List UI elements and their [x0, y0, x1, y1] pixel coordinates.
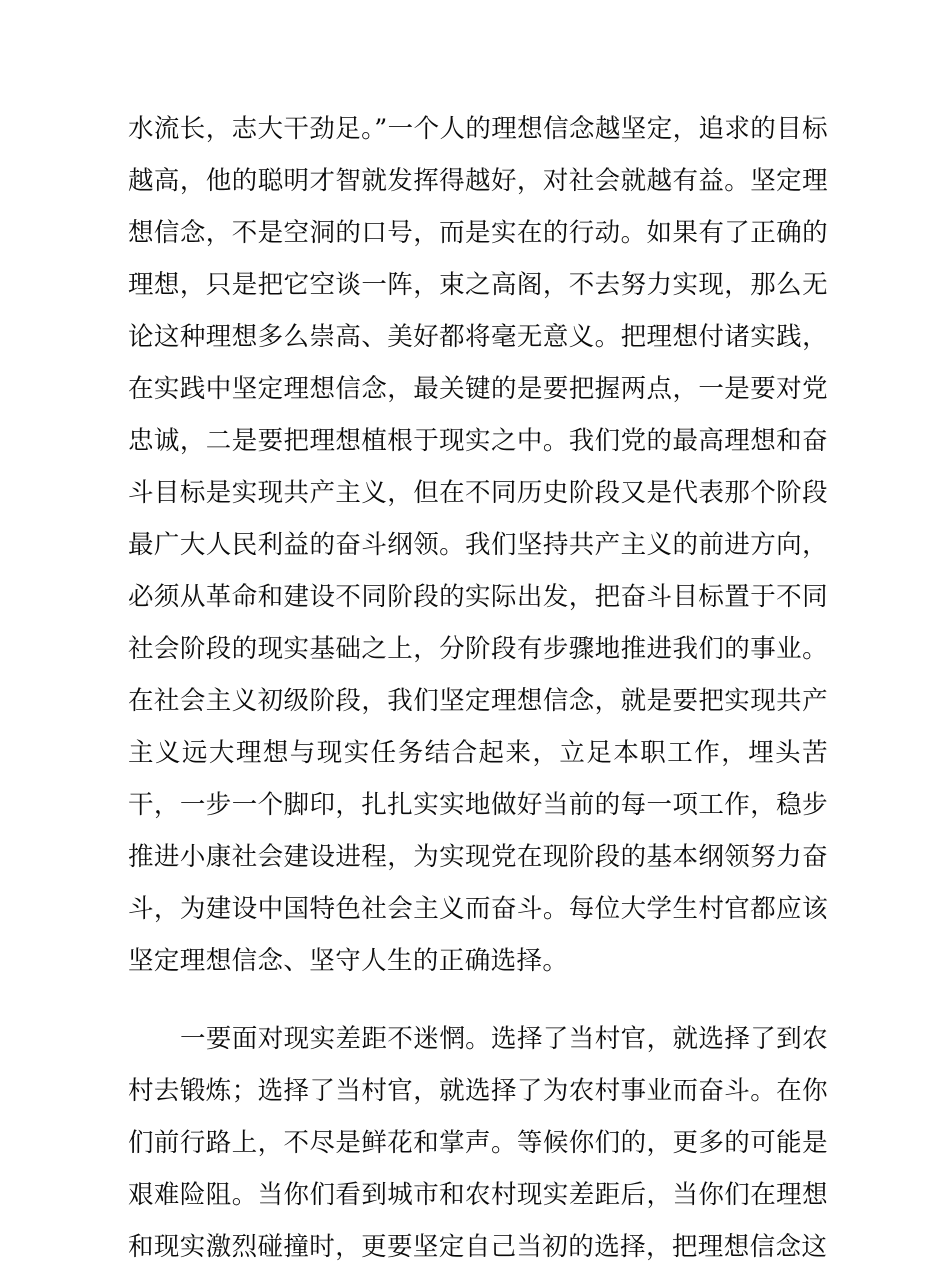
paragraph-2: 一要面对现实差距不迷惘。选择了当村官，就选择了到农村去锻炼；选择了当村官，就选择了为农村事业而奋斗。在你们前行路上，不尽是鲜花和掌声。等候你们的，更多的可能是艰难险阻。当你们看到城市和农村现实差距后，当你们在理想和现实激烈碰撞时，更要坚定自己当初的选择，把理想信念这 — [128, 1024, 828, 1262]
document-text-body — [128, 103, 828, 1273]
paragraph-1: 水流长，志大干劲足。”一个人的理想信念越坚定，追求的目标越高，他的聪明才智就发挥得越好，对社会就越有益。坚定理想信念，不是空洞的口号，而是实在的行动。如果有了正确的理想，只是把它空谈一阵，束之高阁，不去努力实现，那么无论这种理想多么崇高、美好都将毫无意义。把理想付诸实践，在实践中坚定理想信念，最关键的是要把握两点，一是要对党忠诚，二是要把理想植根于现实之中。我们党的最高理想和奋斗目标是实现共产主义，但在不同历史阶段又是代表那个阶段最广大人民利益的奋斗纲领。我们坚持共产主义的前进方向，必须从革命和建设不同阶段的实际出发，把奋斗目标置于不同社会阶段的现实基础之上，分阶段有步骤地推进我们的事业。在社会主义初级阶段，我们坚定理想信念，就是要把实现共产主义远大理想与现实任务结合起来，立足本职工作，埋头苦干，一步一个脚印，扎扎实实地做好当前的每一项工作，稳步推进小康社会建设进程，为实现党在现阶段的基本纲领努力奋斗，为建设中国特色社会主义而奋斗。每位大学生村官都应该坚定理想信念、坚守人生的正确选择。 — [128, 114, 828, 976]
